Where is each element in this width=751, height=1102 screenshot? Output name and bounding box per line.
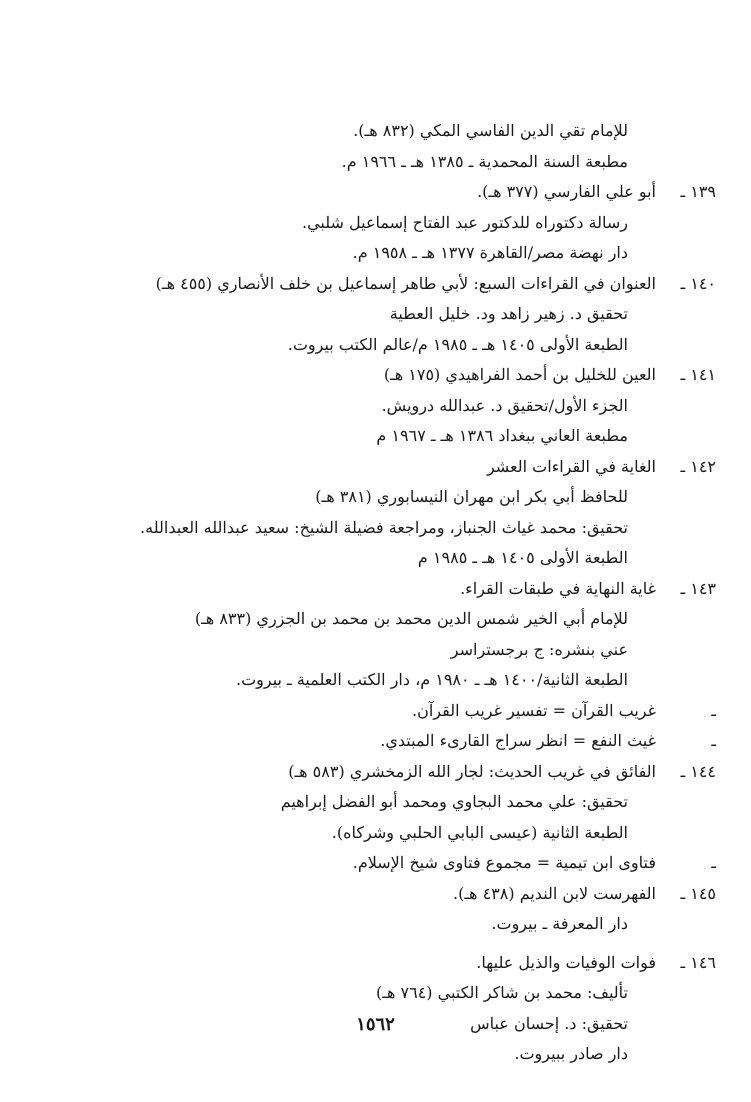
entry-line: تحقيق: د. إحسان عباس bbox=[470, 1013, 628, 1033]
entry-title: الغاية في القراءات العشر bbox=[486, 456, 656, 476]
bibliography-entry bbox=[60, 177, 716, 269]
entry-number: ١٤٤ ـ bbox=[680, 761, 716, 781]
bibliography-entry bbox=[60, 452, 716, 574]
entry-line: دار المعرفة ـ بيروت. bbox=[491, 914, 628, 933]
entry-line: تحقيق د. زهير زاهد ود. خليل العطية bbox=[389, 304, 628, 323]
entry-title: العين للخليل بن أحمد الفراهيدي (١٧٥ هـ) bbox=[383, 365, 656, 384]
entry-number: ١٤٥ ـ bbox=[680, 883, 716, 903]
entry-title: أبو علي الفارسي (٣٧٧ هـ). bbox=[477, 182, 656, 201]
bibliography-entry bbox=[60, 269, 716, 361]
entry-line: للإمام تقي الدين الفاسي المكي (٨٣٢ هـ). bbox=[353, 121, 628, 140]
cross-reference-entry bbox=[60, 696, 716, 727]
entry-number: ١٣٩ ـ bbox=[680, 182, 716, 201]
entry-line: الجزء الأول/تحقيق د. عبدالله درويش. bbox=[381, 395, 628, 415]
entry-title: العنوان في القراءات السبع: لأبي طاهر إسماعيل بن خلف الأنصاري (٤٥٥ هـ) bbox=[155, 273, 656, 293]
bibliography-entry bbox=[60, 879, 716, 940]
bibliography-entry bbox=[60, 948, 716, 1070]
entry-number: ١٤٦ ـ bbox=[680, 952, 716, 972]
entry-line: دار صادر ببيروت. bbox=[514, 1044, 628, 1063]
entry-line: تحقيق: علي محمد البجاوي ومحمد أبو الفضل إبراهيم bbox=[280, 792, 628, 811]
entry-number: ١٤٠ ـ bbox=[680, 273, 716, 293]
entry-line: للإمام أبي الخير شمس الدين محمد بن محمد بن الجزري (٨٣٣ هـ) bbox=[194, 609, 628, 628]
entry-title: غيث النفع = انظر سراج القارىء المبتدي. bbox=[380, 731, 656, 750]
cross-reference-entry bbox=[60, 848, 716, 879]
bibliography-entry bbox=[60, 360, 716, 452]
entry-line: الطبعة الأولى ١٤٠٥ هـ ـ ١٩٨٥ م bbox=[417, 548, 628, 567]
entry-title: غريب القرآن = تفسير غريب القرآن. bbox=[412, 700, 656, 720]
entry-number: ١٤٣ ـ bbox=[680, 578, 716, 598]
entry-line: تأليف: محمد بن شاكر الكتبي (٧٦٤ هـ) bbox=[376, 983, 628, 1002]
entry-line: للحافظ أبي بكر ابن مهران النيسابوري (٣٨١ هـ) bbox=[315, 487, 628, 506]
entry-line: مطبعة السنة المحمدية ـ ١٣٨٥ هـ ـ ١٩٦٦ م. bbox=[341, 151, 628, 171]
entry-line: دار نهضة مصر/القاهرة ١٣٧٧ هـ ـ ١٩٥٨ م. bbox=[352, 243, 628, 262]
entry-number: ١٤١ ـ bbox=[680, 365, 716, 384]
entry-title: غاية النهاية في طبقات القراء. bbox=[460, 578, 656, 598]
entry-line: الطبعة الثانية/١٤٠٠ هـ ـ ١٩٨٠ م، دار الكتب العلمية ـ بيروت. bbox=[235, 670, 628, 689]
entry-number: ١٤٢ ـ bbox=[680, 456, 716, 476]
bibliography-entry bbox=[60, 574, 716, 696]
bibliography-list bbox=[60, 116, 716, 1070]
entry-title: الفائق في غريب الحديث: لجار الله الزمخشري (٥٨٣ هـ) bbox=[288, 761, 656, 781]
entry-line: الطبعة الثانية (عيسى البابي الحلبي وشركاه). bbox=[331, 822, 628, 842]
page-number: ١٥٦٢ bbox=[356, 1014, 395, 1035]
entry-title: الفهرست لابن النديم (٤٣٨ هـ). bbox=[453, 883, 656, 903]
entry-number: ـ bbox=[711, 700, 716, 720]
bibliography-entry bbox=[60, 116, 656, 177]
bibliography-entry bbox=[60, 757, 716, 849]
entry-line: عني بنشره: ج برجستراسر bbox=[450, 639, 628, 659]
entry-number: ـ bbox=[711, 731, 716, 750]
entry-title: فوات الوفيات والذيل عليها. bbox=[476, 952, 656, 972]
entry-line: مطبعة العاني ببغداد ١٣٨٦ هـ ـ ١٩٦٧ م bbox=[376, 426, 628, 445]
entry-line: تحقيق: محمد غياث الجنباز، ومراجعة فضيلة الشيخ: سعيد عبدالله العبدالله. bbox=[140, 517, 628, 537]
entry-line: الطبعة الأولى ١٤٠٥ هـ ـ ١٩٨٥ م/عالم الكتب بيروت. bbox=[287, 334, 628, 354]
entry-line: رسالة دكتوراه للدكتور عبد الفتاح إسماعيل شلبي. bbox=[301, 212, 628, 232]
entry-number: ـ bbox=[711, 853, 716, 872]
entry-title: فتاوى ابن تيمية = مجموع فتاوى شيخ الإسلام. bbox=[352, 853, 656, 872]
cross-reference-entry bbox=[60, 726, 716, 757]
